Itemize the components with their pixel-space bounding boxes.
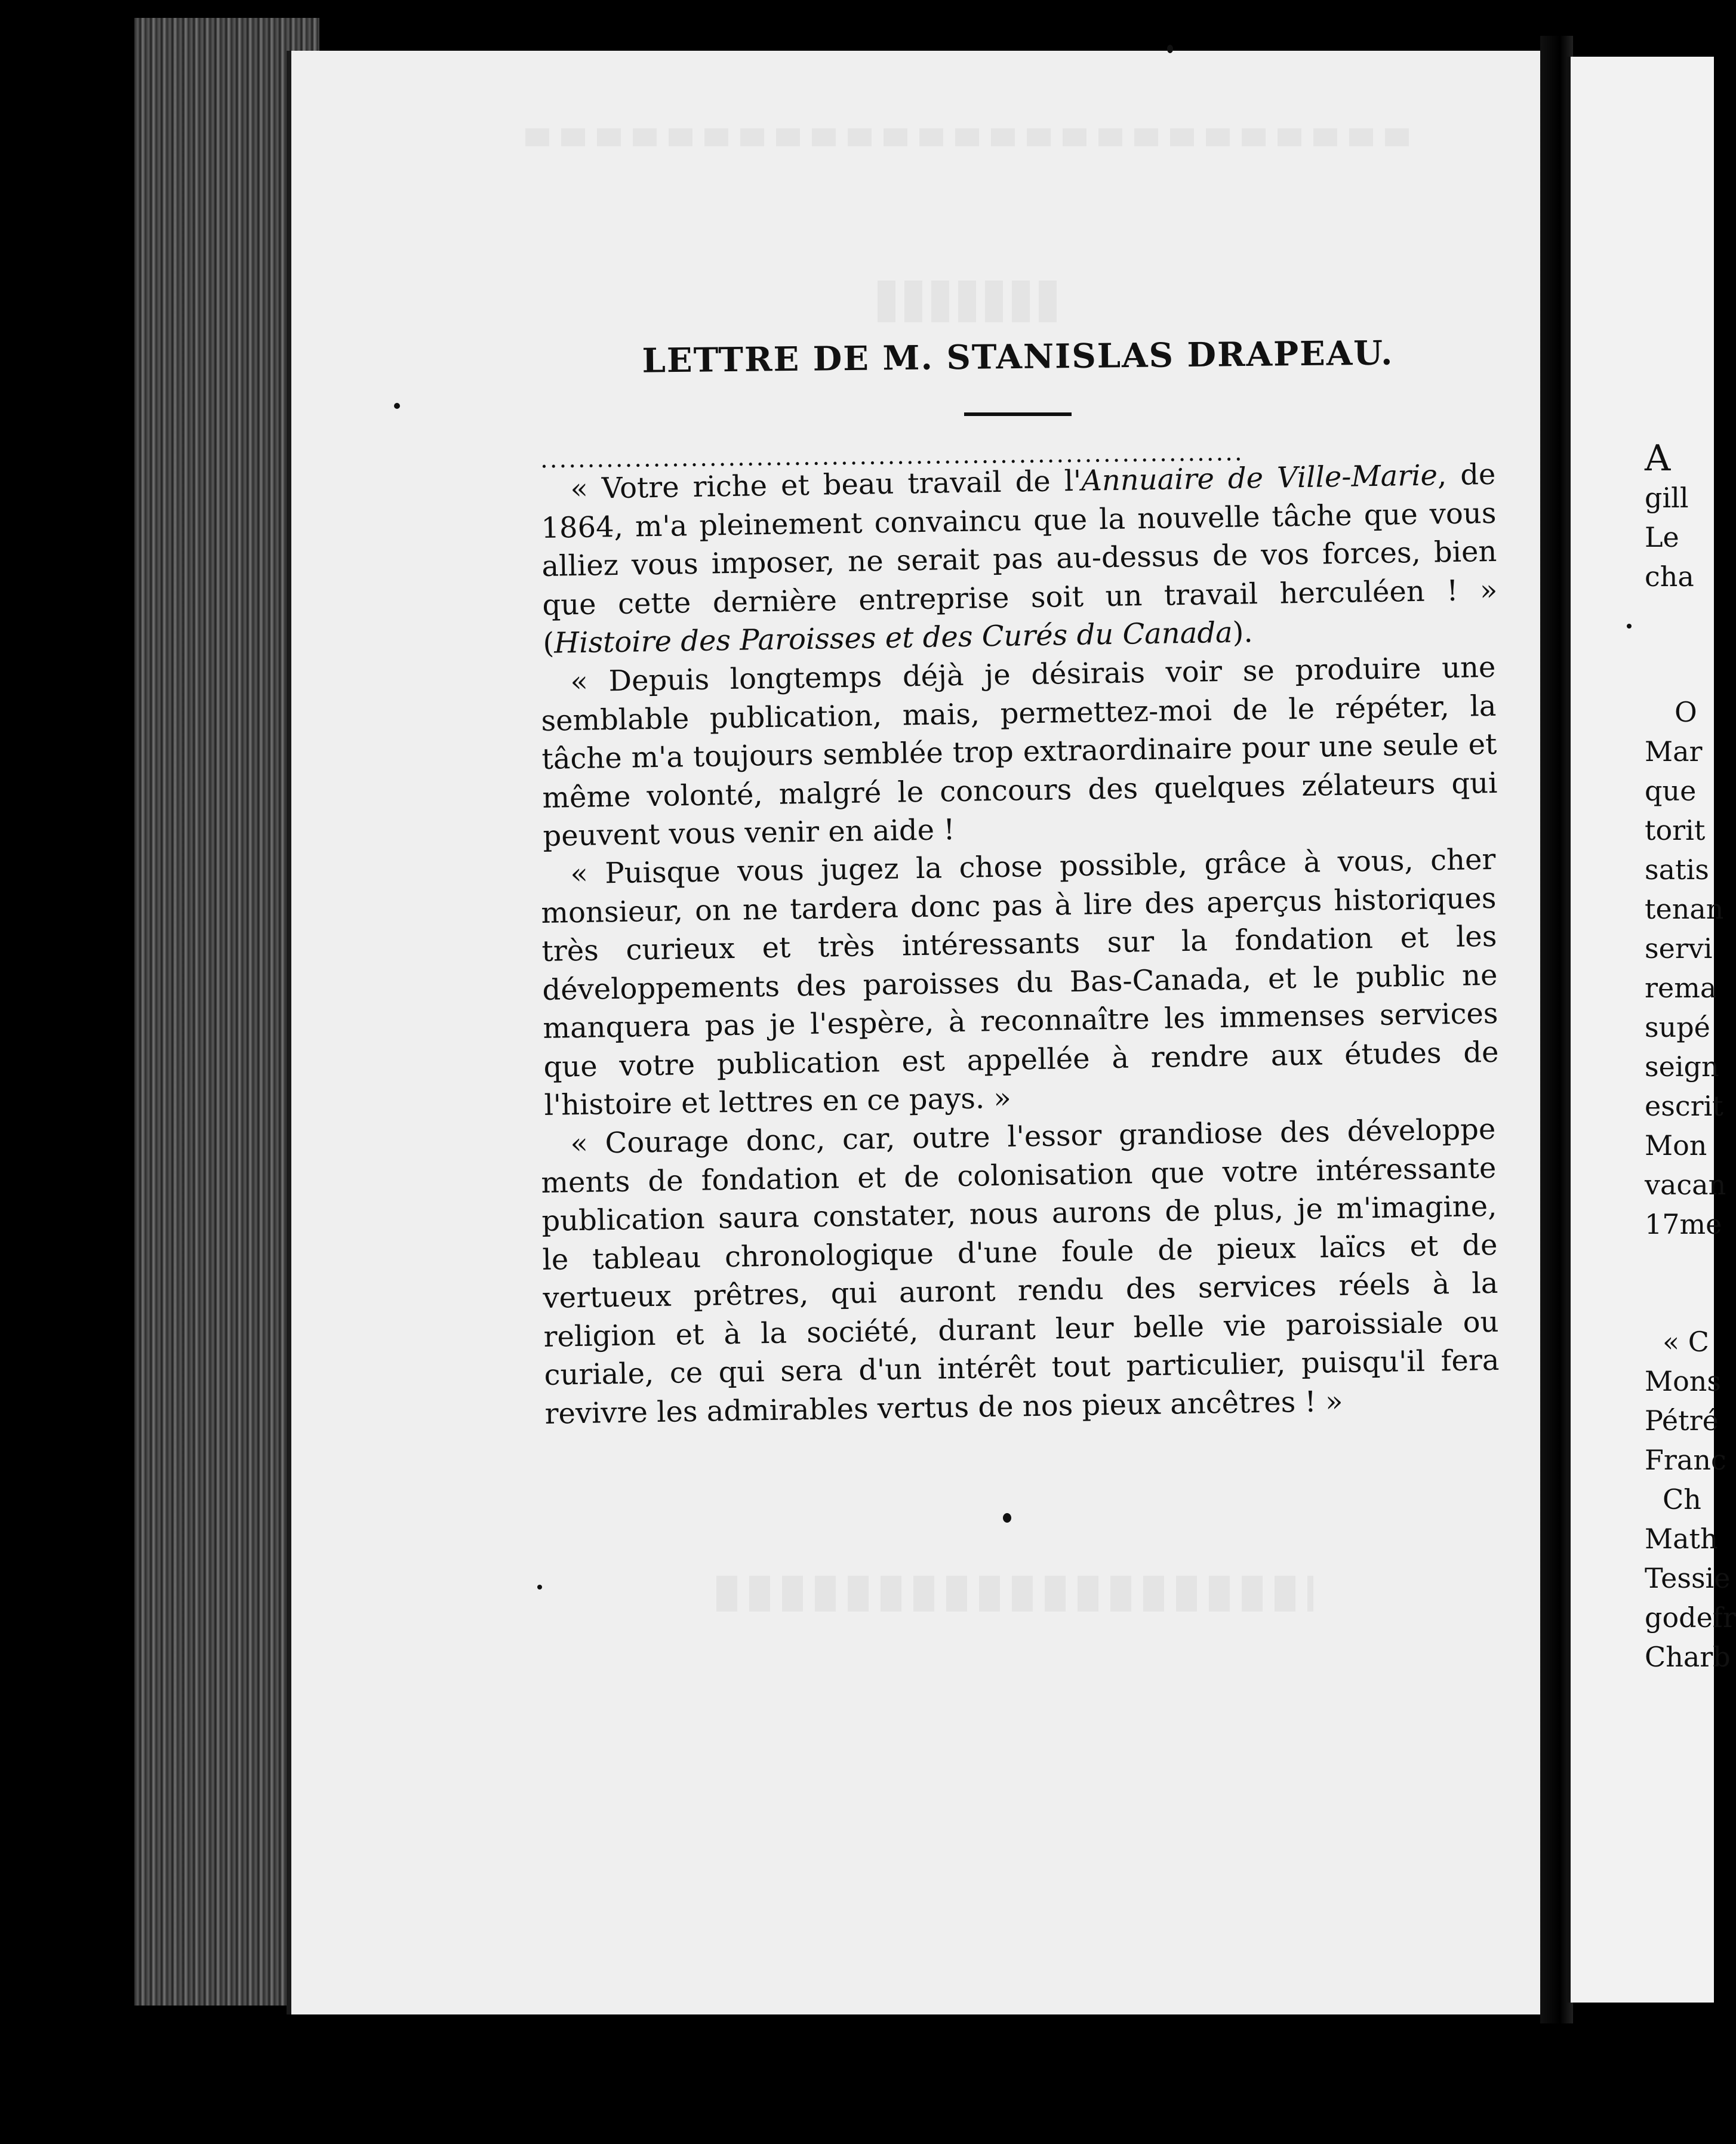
paragraph-1-italic-2: Histoire des Paroisses et des Curés du Canada [553,615,1233,660]
right-line: Ch [1663,1483,1701,1515]
right-line: « C [1663,1326,1709,1358]
paragraph-2: « Depuis longtemps déjà je désirais voir se produire une semblable publication, mais, permettez-moi de le répéter, la tâche m'a toujours semblée trop extraordinaire pour une seule et même volonté, malgré le concours des quelques zélateurs qui peuvent vous venir en aide ! [541,650,1498,853]
letter-content [540,333,1500,1433]
right-line: escrit [1645,1090,1723,1122]
right-line: servi [1645,932,1713,965]
right-line: torit [1645,814,1706,846]
right-line: que [1645,775,1697,807]
right-line: Franc [1645,1444,1726,1476]
show-through-line [716,1576,1313,1612]
paragraph-3: « Puisque vous jugez la chose possible, grâce à vous, cher monsieur, on ne tardera donc pas à lire des aperçus historiques très curieux et très intéressants sur la fondation et les développements des paroisses du Bas-Canada, et le public ne manquera pas je l'espère, à reconnaître les immenses services que votre publication est appellée à rendre aux études de l'histoire et lettres en ce pays. » [541,842,1499,1122]
right-line: Tessie [1645,1562,1731,1594]
right-line: seign [1645,1051,1719,1083]
right-line: Charb [1645,1641,1731,1673]
scan-speck [1627,624,1632,629]
paragraph-1 [540,455,1498,663]
right-line: satis [1645,854,1709,886]
right-page-block-3 [1645,1322,1736,1677]
scan-speck [1003,1513,1011,1523]
right-line: vacan [1645,1169,1726,1201]
page-title: LETTRE DE M. STANISLAS DRAPEAU. [642,333,1394,381]
right-line: gill [1645,482,1689,514]
paragraph-4: « Courage donc, car, outre l'essor grandiose des développe ments de fondation et de colonisation que votre intéressante publication saura constater, nous aurons de plus, je m'imagine, le tableau chronologique d'une foule de pieux laïcs et de vertueux prêtres, qui auront rendu des services réels à la religion et à la société, durant leur belle vie paroissiale ou curiale, ce qui sera d'un intérêt tout particulier, puisqu'il fera revivre les admirables vertus de nos pieux ancêtres ! » [541,1112,1500,1430]
scan-speck [537,1585,542,1589]
paragraph-1-text-cont: , de 1864, m'a pleinement convaincu que la nouvelle tâche que vous alliez vous imposer, ne serait pas au-dessus de vos forces, bien que cette dernière entreprise soit un travail herculéen ! » ( [541,457,1498,660]
right-line: rema [1645,972,1717,1004]
right-line: tenan [1645,893,1724,925]
ellipsis-line: ........................................................................... [540,439,1244,474]
title-rule [964,412,1072,416]
paragraph-1-italic: Annuaire de Ville-Marie [1081,458,1438,498]
right-line: cha [1645,560,1694,593]
show-through-line [878,281,1057,322]
right-line: 17me [1645,1208,1722,1240]
paragraph-1-text-end: ). [1232,615,1254,649]
scan-speck [1167,45,1173,53]
show-through-line [525,128,1421,146]
right-page-block-2 [1645,692,1726,1244]
scan-speck [394,403,400,409]
right-line: Pétré [1645,1404,1719,1437]
right-line: Math [1645,1523,1718,1555]
right-line: supé [1645,1011,1710,1043]
right-line: Le [1645,521,1679,553]
right-line: Mons [1645,1365,1722,1397]
right-line: godefr [1645,1601,1736,1634]
right-line: A [1645,438,1671,479]
paragraph-1-text: « Votre riche et beau travail de l' [570,464,1082,506]
right-page-block-1 [1645,439,1722,596]
right-line: Mon [1645,1129,1707,1162]
right-line: Mar [1645,735,1703,768]
right-line: O [1675,696,1697,728]
